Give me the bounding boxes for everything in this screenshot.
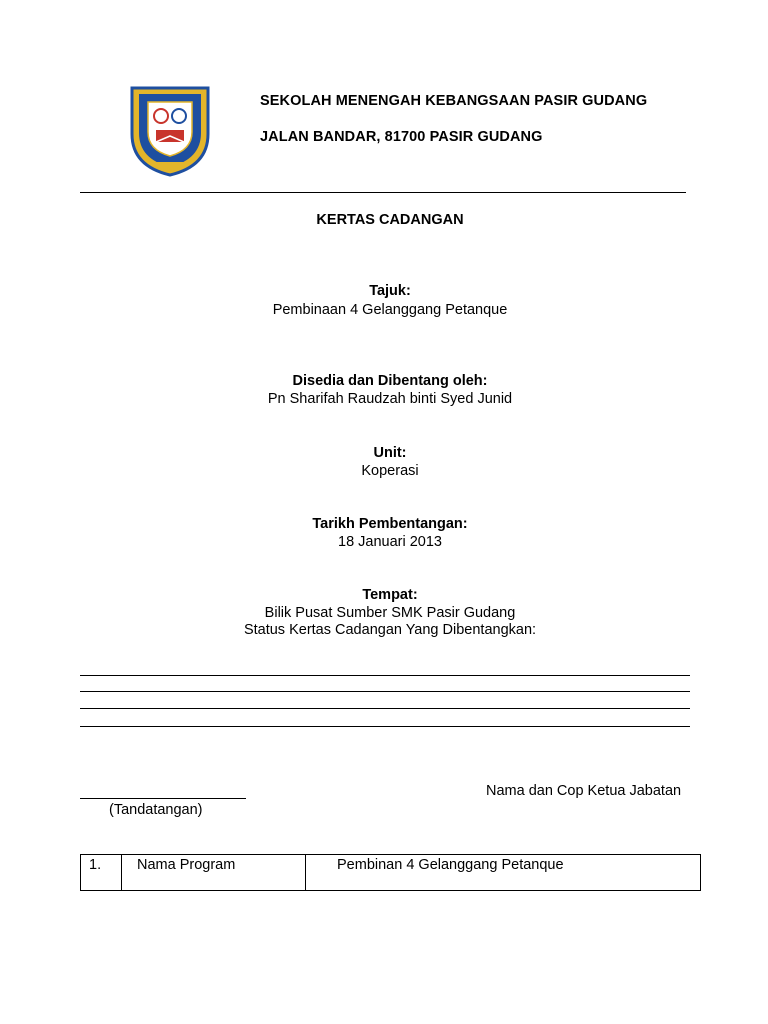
- section-value-tarikh: 18 Januari 2013: [338, 534, 442, 550]
- table-cell-number: 1.: [81, 855, 122, 891]
- table-cell-field: Nama Program: [122, 855, 306, 891]
- section-label-tajuk: Tajuk:: [369, 283, 411, 299]
- section-label-unit: Unit:: [373, 445, 407, 461]
- department-head-caption: Nama dan Cop Ketua Jabatan: [486, 783, 682, 799]
- school-crest-logo: [126, 82, 214, 178]
- header-divider: [80, 192, 686, 193]
- signature-caption: (Tandatangan): [109, 802, 203, 818]
- signature-line: [80, 798, 246, 799]
- table-cell-value: Pembinan 4 Gelanggang Petanque: [306, 855, 701, 891]
- status-line-2: [80, 691, 690, 692]
- section-label-tarikh: Tarikh Pembentangan:: [312, 516, 468, 532]
- section-value-tempat: Bilik Pusat Sumber SMK Pasir Gudang: [264, 605, 516, 621]
- status-line-1: [80, 675, 690, 676]
- school-address: JALAN BANDAR, 81700 PASIR GUDANG: [260, 129, 543, 145]
- school-name: SEKOLAH MENENGAH KEBANGSAAN PASIR GUDANG: [260, 93, 648, 109]
- document-title: KERTAS CADANGAN: [316, 212, 464, 228]
- status-label: Status Kertas Cadangan Yang Dibentangkan:: [243, 622, 537, 638]
- table-row: [81, 855, 701, 891]
- status-line-3: [80, 708, 690, 709]
- status-line-4: [80, 726, 690, 727]
- section-value-unit: Koperasi: [361, 463, 419, 479]
- section-value-disedia: Pn Sharifah Raudzah binti Syed Junid: [267, 391, 513, 407]
- section-label-disedia: Disedia dan Dibentang oleh:: [292, 373, 488, 389]
- section-label-tempat: Tempat:: [362, 587, 418, 603]
- program-table: [80, 854, 701, 891]
- section-value-tajuk: Pembinaan 4 Gelanggang Petanque: [272, 302, 508, 318]
